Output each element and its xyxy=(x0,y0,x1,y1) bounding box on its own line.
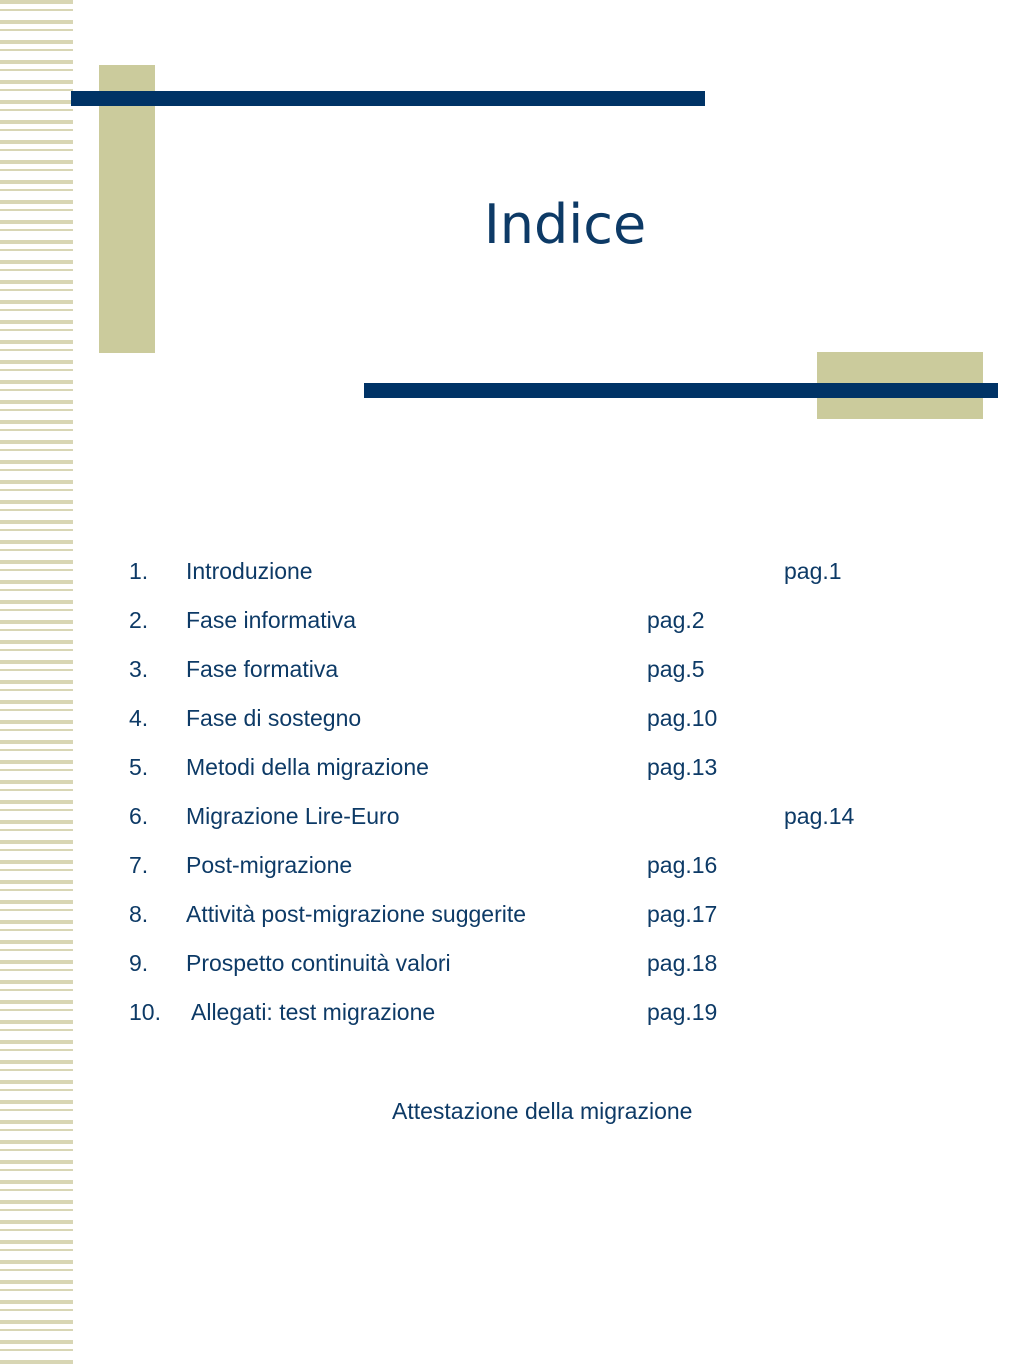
toc-page: pag.19 xyxy=(647,999,718,1025)
toc-page: pag.1 xyxy=(784,558,842,584)
toc-row xyxy=(0,948,1024,978)
toc-row xyxy=(0,997,1024,1027)
toc-label: Prospetto continuità valori xyxy=(186,950,451,976)
toc-number: 6. xyxy=(129,803,149,829)
toc-number: 10. xyxy=(129,999,161,1025)
toc-label: Introduzione xyxy=(186,558,313,584)
toc-number: 1. xyxy=(129,558,149,584)
toc-label: Post-migrazione xyxy=(186,852,353,878)
toc-page: pag.18 xyxy=(647,950,718,976)
toc-number: 8. xyxy=(129,901,149,927)
toc-page: pag.10 xyxy=(647,705,718,731)
toc-page: pag.2 xyxy=(647,607,705,633)
toc-number: 3. xyxy=(129,656,149,682)
toc-row xyxy=(0,850,1024,880)
toc-number: 5. xyxy=(129,754,149,780)
toc-label: Fase informativa xyxy=(186,607,357,633)
toc-label: Fase formativa xyxy=(186,656,339,682)
toc-row xyxy=(0,605,1024,635)
toc-row xyxy=(0,556,1024,586)
toc-page: pag.17 xyxy=(647,901,718,927)
toc-label: Attività post-migrazione suggerite xyxy=(186,901,527,927)
toc-label: Allegati: test migrazione xyxy=(191,999,436,1025)
toc-row xyxy=(0,654,1024,684)
toc-number: 9. xyxy=(129,950,149,976)
toc-page: pag.14 xyxy=(784,803,855,829)
toc-label: Fase di sostegno xyxy=(186,705,362,731)
toc-page: pag.13 xyxy=(647,754,718,780)
page-title: Indice xyxy=(483,193,647,256)
toc-row xyxy=(0,801,1024,831)
toc-row xyxy=(0,899,1024,929)
toc-row xyxy=(0,703,1024,733)
toc-page: pag.5 xyxy=(647,656,705,682)
toc-number: 4. xyxy=(129,705,149,731)
toc-number: 2. xyxy=(129,607,149,633)
toc-page: pag.16 xyxy=(647,852,718,878)
toc-number: 7. xyxy=(129,852,149,878)
toc-label: Metodi della migrazione xyxy=(186,754,429,780)
footer-note: Attestazione della migrazione xyxy=(392,1098,693,1124)
toc-label: Migrazione Lire-Euro xyxy=(186,803,400,829)
toc-row xyxy=(0,752,1024,782)
